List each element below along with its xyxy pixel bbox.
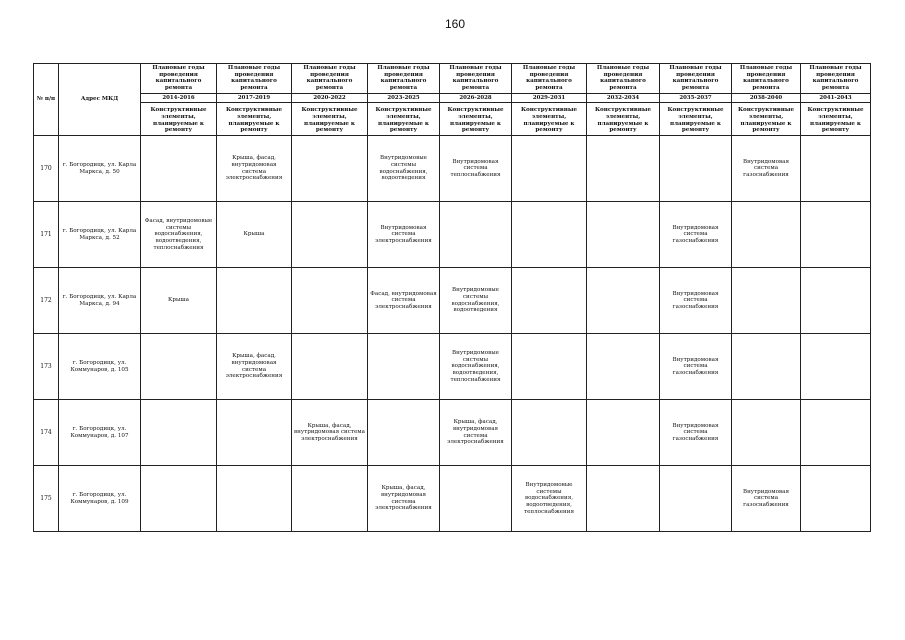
repair-cell: Внутридомовая система газоснабжения xyxy=(732,466,801,532)
row-number: 172 xyxy=(34,268,59,334)
header-years-row xyxy=(34,93,871,102)
repair-cell: Внутридомовая система теплоснабжения xyxy=(440,136,512,202)
period-years: 2014-2016 xyxy=(141,93,217,102)
repair-cell: Внутридомовые системы водоснабжения, водоотведения, теплоснабжения xyxy=(512,466,587,532)
table-row xyxy=(34,268,871,334)
repair-cell xyxy=(660,136,732,202)
repair-cell xyxy=(368,334,440,400)
period-header-title: Плановые годы проведения капитального ремонта xyxy=(440,64,512,94)
repair-cell: Внутридомовая система газоснабжения xyxy=(660,268,732,334)
repair-cell xyxy=(512,202,587,268)
period-header-title: Плановые годы проведения капитального ремонта xyxy=(512,64,587,94)
repair-cell xyxy=(587,268,660,334)
row-number: 173 xyxy=(34,334,59,400)
repair-cell xyxy=(440,466,512,532)
repair-cell: Крыша xyxy=(217,202,292,268)
column-header-address: Адрес МКД xyxy=(59,64,141,136)
period-years: 2026-2028 xyxy=(440,93,512,102)
repair-cell xyxy=(801,466,871,532)
repair-cell: Крыша, фасад, внутридомовая система электроснабжения xyxy=(217,136,292,202)
repair-cell xyxy=(292,466,368,532)
period-header-title: Плановые годы проведения капитального ремонта xyxy=(217,64,292,94)
repair-cell xyxy=(440,202,512,268)
repair-cell xyxy=(292,334,368,400)
repair-cell xyxy=(587,400,660,466)
row-address: г. Богородицк, ул. Коммунаров, д. 105 xyxy=(59,334,141,400)
period-subheader: Конструктивные элементы, планируемые к ремонту xyxy=(801,103,871,136)
repair-cell xyxy=(732,334,801,400)
period-subheader: Конструктивные элементы, планируемые к ремонту xyxy=(440,103,512,136)
row-address: г. Богородицк, ул. Коммунаров, д. 109 xyxy=(59,466,141,532)
period-subheader: Конструктивные элементы, планируемые к ремонту xyxy=(512,103,587,136)
period-subheader: Конструктивные элементы, планируемые к ремонту xyxy=(732,103,801,136)
repair-cell xyxy=(292,136,368,202)
period-subheader: Конструктивные элементы, планируемые к ремонту xyxy=(368,103,440,136)
row-address: г. Богородицк, ул. Карла Маркса, д. 50 xyxy=(59,136,141,202)
row-number: 170 xyxy=(34,136,59,202)
repair-cell: Внутридомовая система газоснабжения xyxy=(660,334,732,400)
repair-cell xyxy=(801,268,871,334)
repair-cell: Внутридомовые системы водоснабжения, водоотведения xyxy=(368,136,440,202)
repair-cell: Внутридомовая система газоснабжения xyxy=(732,136,801,202)
period-years: 2023-2025 xyxy=(368,93,440,102)
period-header-title: Плановые годы проведения капитального ремонта xyxy=(801,64,871,94)
repair-cell: Фасад, внутридомовые системы водоснабжения, водоотведения, теплоснабжения xyxy=(141,202,217,268)
row-number: 174 xyxy=(34,400,59,466)
period-years: 2032-2034 xyxy=(587,93,660,102)
table-row xyxy=(34,334,871,400)
repair-cell xyxy=(217,400,292,466)
row-address: г. Богородицк, ул. Карла Маркса, д. 52 xyxy=(59,202,141,268)
repair-cell xyxy=(141,466,217,532)
repair-cell xyxy=(801,136,871,202)
repair-cell: Крыша, фасад, внутридомовая система электроснабжения xyxy=(217,334,292,400)
period-header-title: Плановые годы проведения капитального ремонта xyxy=(660,64,732,94)
repair-cell xyxy=(587,334,660,400)
repair-cell: Крыша, фасад, внутридомовая система электроснабжения xyxy=(440,400,512,466)
header-title-row xyxy=(34,64,871,94)
repair-cell xyxy=(217,466,292,532)
repair-cell xyxy=(587,136,660,202)
period-years: 2041-2043 xyxy=(801,93,871,102)
repair-cell: Внутридомовая система газоснабжения xyxy=(660,400,732,466)
repair-cell xyxy=(587,466,660,532)
repair-cell xyxy=(587,202,660,268)
row-number: 175 xyxy=(34,466,59,532)
period-years: 2020-2022 xyxy=(292,93,368,102)
repair-cell: Внутридомовые системы водоснабжения, водоотведения, теплоснабжения xyxy=(440,334,512,400)
table-row xyxy=(34,202,871,268)
repair-cell: Крыша xyxy=(141,268,217,334)
period-header-title: Плановые годы проведения капитального ремонта xyxy=(141,64,217,94)
repair-cell xyxy=(292,202,368,268)
repair-cell: Крыша, фасад, внутридомовая система электроснабжения xyxy=(368,466,440,532)
row-number: 171 xyxy=(34,202,59,268)
repair-cell xyxy=(801,334,871,400)
repair-cell xyxy=(801,202,871,268)
period-subheader: Конструктивные элементы, планируемые к ремонту xyxy=(587,103,660,136)
repair-cell xyxy=(368,400,440,466)
period-header-title: Плановые годы проведения капитального ремонта xyxy=(587,64,660,94)
period-subheader: Конструктивные элементы, планируемые к ремонту xyxy=(141,103,217,136)
repair-cell xyxy=(512,268,587,334)
period-header-title: Плановые годы проведения капитального ремонта xyxy=(368,64,440,94)
table-body xyxy=(34,136,871,532)
period-subheader: Конструктивные элементы, планируемые к ремонту xyxy=(217,103,292,136)
repair-cell xyxy=(732,400,801,466)
period-header-title: Плановые годы проведения капитального ремонта xyxy=(292,64,368,94)
table-row xyxy=(34,136,871,202)
period-subheader: Конструктивные элементы, планируемые к ремонту xyxy=(660,103,732,136)
column-header-number: № п/п xyxy=(34,64,59,136)
repair-cell xyxy=(141,400,217,466)
repair-cell xyxy=(292,268,368,334)
repair-cell xyxy=(141,334,217,400)
period-years: 2029-2031 xyxy=(512,93,587,102)
period-header-title: Плановые годы проведения капитального ремонта xyxy=(732,64,801,94)
period-years: 2017-2019 xyxy=(217,93,292,102)
table-row xyxy=(34,466,871,532)
page-number: 160 xyxy=(444,17,466,31)
repair-cell xyxy=(512,136,587,202)
repair-cell xyxy=(512,400,587,466)
repair-cell: Внутридомовая система электроснабжения xyxy=(368,202,440,268)
repair-cell: Внутридомовая система газоснабжения xyxy=(660,202,732,268)
repair-cell xyxy=(732,202,801,268)
repair-cell xyxy=(732,268,801,334)
repair-cell xyxy=(141,136,217,202)
table-header xyxy=(34,64,871,136)
repair-cell xyxy=(512,334,587,400)
repair-cell: Фасад, внутридомовая система электроснабжения xyxy=(368,268,440,334)
repair-cell xyxy=(801,400,871,466)
period-subheader: Конструктивные элементы, планируемые к ремонту xyxy=(292,103,368,136)
table-row xyxy=(34,400,871,466)
repair-cell: Внутридомовые системы водоснабжения, водоотведения xyxy=(440,268,512,334)
repair-cell xyxy=(217,268,292,334)
period-years: 2035-2037 xyxy=(660,93,732,102)
capital-repair-plan-table xyxy=(33,63,871,532)
row-address: г. Богородицк, ул. Коммунаров, д. 107 xyxy=(59,400,141,466)
header-subtitle-row xyxy=(34,103,871,136)
period-years: 2038-2040 xyxy=(732,93,801,102)
repair-cell xyxy=(660,466,732,532)
repair-cell: Крыша, фасад, внутридомовая система электроснабжения xyxy=(292,400,368,466)
row-address: г. Богородицк, ул. Карла Маркса, д. 94 xyxy=(59,268,141,334)
